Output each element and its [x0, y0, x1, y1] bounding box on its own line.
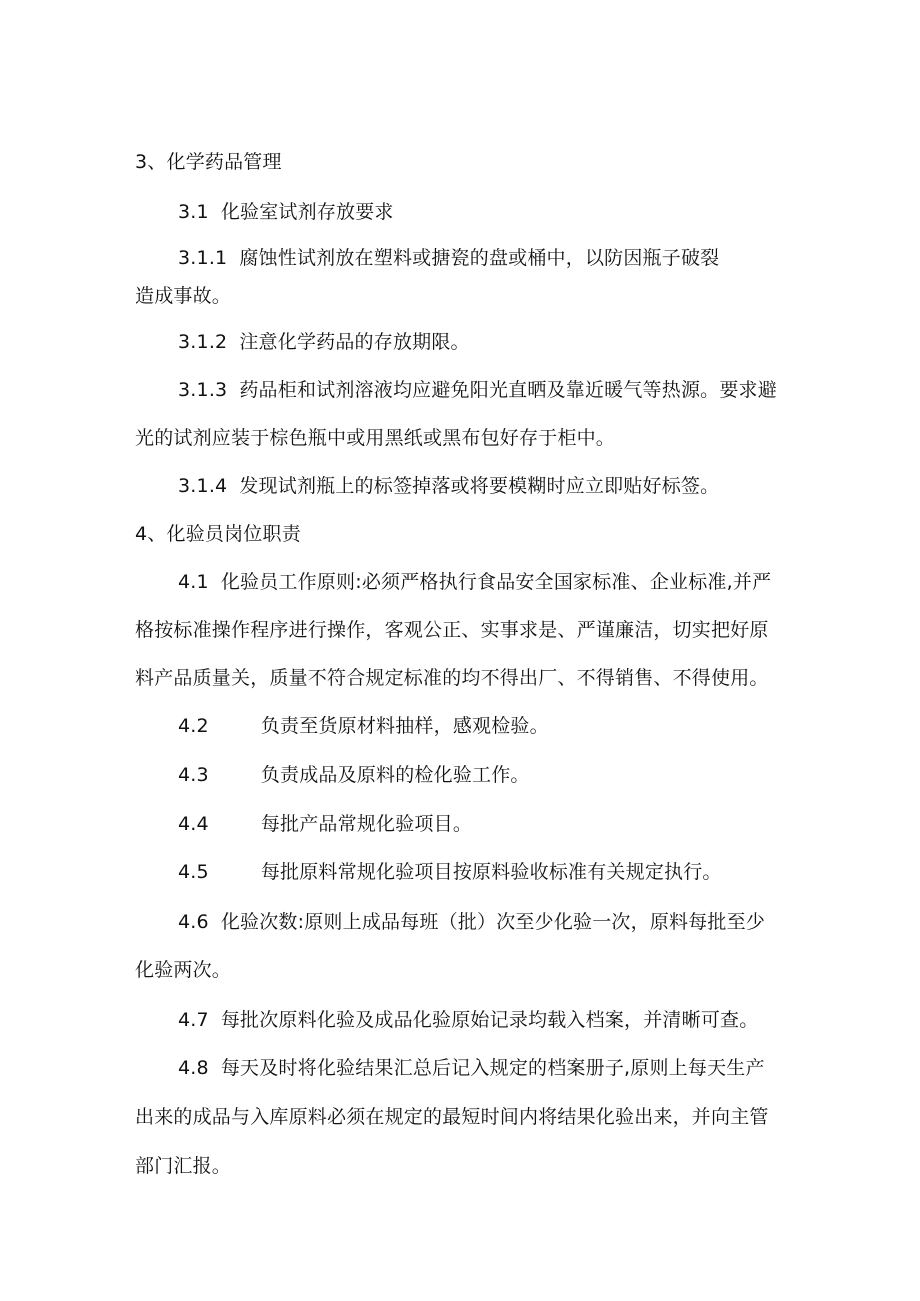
clause-number: 3.1.2: [178, 331, 228, 353]
clause-3-1-3-continuation: 光的试剂应装于棕色瓶中或用黑纸或黑布包好存于柜中。: [135, 427, 616, 449]
clause-text: 腐蚀性试剂放在塑料或搪瓷的盘或桶中，以防因瓶子破裂: [239, 247, 720, 269]
clause-4-1: [178, 568, 771, 596]
clause-4-5: [178, 858, 722, 886]
clause-text: 每批原料常规化验项目按原料验收标准有关规定执行。: [260, 861, 722, 883]
clause-4-3: [178, 761, 530, 789]
clause-4-1-continuation: 料产品质量关，质量不符合规定标准的均不得出厂、不得销售、不得使用。: [135, 667, 769, 689]
clause-text: 负责成品及原料的检化验工作。: [260, 764, 530, 786]
clause-4-7: [178, 1006, 758, 1034]
clause-3-1-2: [178, 328, 470, 356]
clause-4-6: [178, 908, 765, 936]
clause-text: 每批产品常规化验项目。: [260, 813, 473, 835]
clause-number: 4.2: [178, 715, 209, 737]
clause-3-1-1: [178, 244, 719, 272]
clause-text: 负责至货原材料抽样，感观检验。: [260, 715, 549, 737]
clause-3-1-3: [178, 376, 777, 404]
clause-3-1-1-continuation: 造成事故。: [135, 285, 232, 307]
clause-number: 4.6: [178, 911, 209, 933]
clause-4-6-continuation: 化验两次。: [135, 959, 232, 981]
clause-number: 4.7: [178, 1009, 209, 1031]
clause-number: 3.1.1: [178, 247, 228, 269]
clause-text: 每批次原料化验及成品化验原始记录均载入档案，并清晰可查。: [220, 1009, 759, 1031]
clause-number: 3.1: [178, 201, 209, 223]
clause-number: 4.3: [178, 764, 209, 786]
clause-text: 每天及时将化验结果汇总后记入规定的档案册子,原则上每天生产: [220, 1057, 765, 1079]
clause-4-4: [178, 810, 472, 838]
clause-number: 4.8: [178, 1057, 209, 1079]
clause-text: 注意化学药品的存放期限。: [239, 331, 470, 353]
clause-text: 化验室试剂存放要求: [220, 201, 394, 223]
section-3-heading: 3、化学药品管理: [135, 151, 282, 173]
clause-number: 4.5: [178, 861, 209, 883]
clause-number: 3.1.4: [178, 475, 228, 497]
clause-text: 药品柜和试剂溶液均应避免阳光直晒及靠近暖气等热源。要求避: [239, 379, 777, 401]
clause-number: 3.1.3: [178, 379, 228, 401]
clause-number: 4.1: [178, 571, 209, 593]
clause-4-8-continuation: 出来的成品与入库原料必须在规定的最短时间内将结果化验出来，并向主管: [135, 1106, 769, 1128]
section-4-heading: 4、化验员岗位职责: [135, 523, 301, 545]
clause-text: 发现试剂瓶上的标签掉落或将要模糊时应立即贴好标签。: [239, 475, 720, 497]
clause-text: 化验员工作原则:必须严格执行食品安全国家标准、企业标准,并严: [220, 571, 772, 593]
clause-3-1: [178, 198, 394, 226]
clause-number: 4.4: [178, 813, 209, 835]
clause-4-8-continuation: 部门汇报。: [135, 1155, 232, 1177]
clause-4-8: [178, 1054, 765, 1082]
clause-4-2: [178, 712, 549, 740]
clause-4-1-continuation: 格按标准操作程序进行操作，客观公正、实事求是、严谨廉洁，切实把好原: [135, 619, 769, 641]
clause-text: 化验次数:原则上成品每班（批）次至少化验一次，原料每批至少: [220, 911, 766, 933]
clause-3-1-4: [178, 472, 719, 500]
